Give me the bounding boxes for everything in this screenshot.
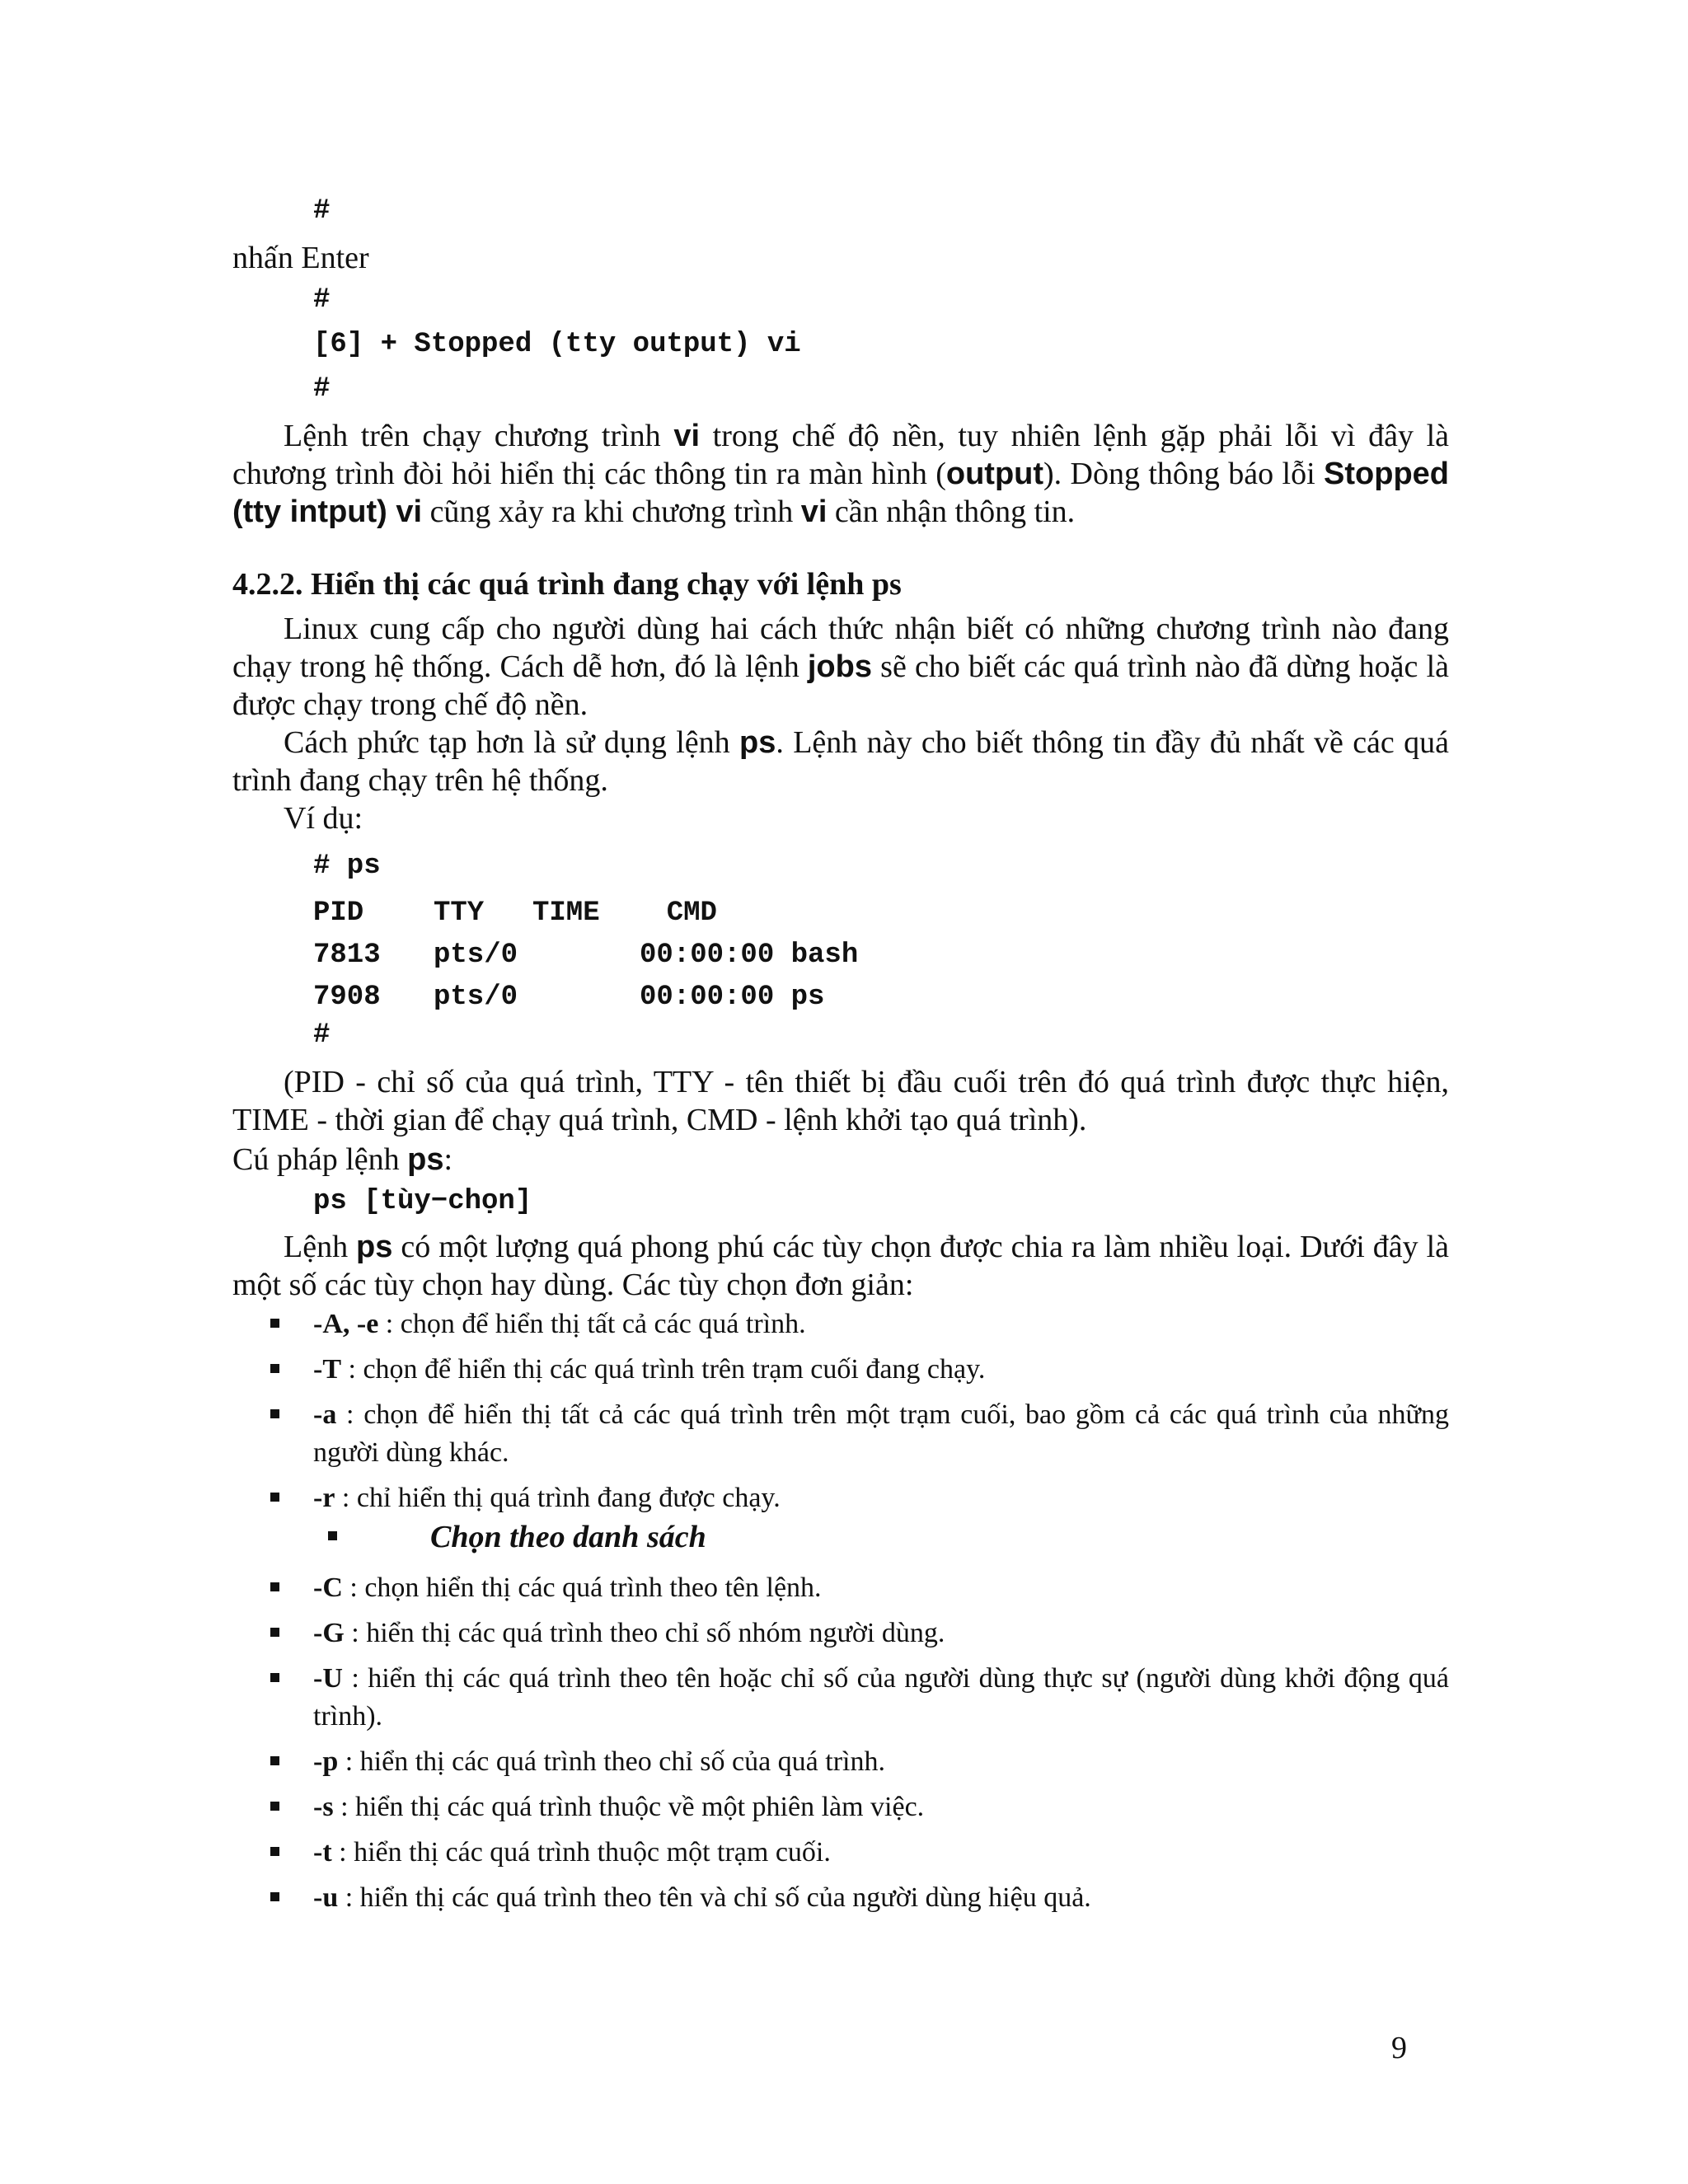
code-prompt: # <box>313 195 331 227</box>
syntax-label: Cú pháp lệnh ps: <box>232 1142 453 1177</box>
ps-cell-pid: 7813 <box>313 939 381 971</box>
ps-row <box>313 976 858 1018</box>
paragraph-linux: Linux cung cấp cho người dùng hai cách thức nhận biết có những chương trình nào đang chạy trong hệ thống. Cách dễ hơn, đó là lệnh jobs sẽ cho biết các quá trình nào đã dừng hoặc là được chạy trong chế độ nền. <box>232 612 1449 722</box>
list-subheading: Chọn theo danh sách <box>430 1520 706 1554</box>
ps-cell-pid: 7908 <box>313 981 381 1013</box>
paragraph-vi-explanation: Lệnh trên chạy chương trình vi trong chế độ nền, tuy nhiên lệnh gặp phải lỗi vì đây là chương trình đòi hỏi hiển thị các thông tin ra màn hình (output). Dòng thông báo lỗi Stopped (tty intput) vi cũng xảy ra khi chương trình vi cần nhận thông tin. <box>232 419 1450 529</box>
simple-options-list <box>232 1305 1449 1525</box>
bullet-icon <box>270 1493 279 1502</box>
ps-cell-tty: pts/0 <box>434 939 518 971</box>
bullet-icon <box>270 1409 279 1418</box>
ps-row <box>313 934 858 976</box>
list-item: -u : hiển thị các quá trình theo tên và chỉ số của người dùng hiệu quả. <box>232 1879 1449 1917</box>
code-prompt: # <box>313 284 331 316</box>
ps-output-table <box>313 892 858 1018</box>
page-number: 9 <box>1391 2031 1407 2065</box>
inline-command: output <box>945 457 1044 491</box>
inline-command: jobs <box>807 649 872 684</box>
ps-header-cell: TIME <box>532 897 600 929</box>
inline-command: vi <box>800 494 828 529</box>
list-item: -p : hiển thị các quá trình theo chỉ số của quá trình. <box>232 1743 1449 1781</box>
ps-cell-time-cmd: 00:00:00 bash <box>640 939 859 971</box>
ps-cell-tty: pts/0 <box>434 981 518 1013</box>
paragraph-ps-intro: Cách phức tạp hơn là sử dụng lệnh ps. Lệnh này cho biết thông tin đầy đủ nhất về các quá trình đang chạy trên hệ thống. <box>232 725 1449 798</box>
list-item: -r : chỉ hiển thị quá trình đang được chạy. <box>232 1479 1449 1517</box>
ps-header-cell: TTY <box>434 897 485 929</box>
list-item: -t : hiển thị các quá trình thuộc một trạm cuối. <box>232 1834 1449 1872</box>
bullet-icon <box>270 1756 279 1765</box>
bullet-icon <box>270 1847 279 1856</box>
inline-command: ps <box>739 725 776 760</box>
bullet-icon <box>270 1802 279 1811</box>
list-options-list <box>232 1569 1449 1924</box>
bullet-icon <box>270 1582 279 1591</box>
code-syntax-line: ps [tùy−chọn] <box>313 1186 532 1217</box>
ps-header-cell: CMD <box>666 897 717 929</box>
bullet-icon <box>328 1531 337 1540</box>
inline-command: Stopped (tty intput) vi <box>232 457 1449 529</box>
ps-header-cell: PID <box>313 897 364 929</box>
ps-header-row <box>313 892 858 934</box>
paragraph-options-intro: Lệnh ps có một lượng quá phong phú các tùy chọn được chia ra làm nhiều loại. Dưới đây là một số các tùy chọn hay dùng. Các tùy chọn đơn giản: <box>232 1230 1450 1302</box>
bullet-icon <box>270 1673 279 1682</box>
list-item: -U : hiển thị các quá trình theo tên hoặc chỉ số của người dùng thực sự (người dùng khởi động quá trình). <box>232 1660 1449 1736</box>
ps-cell-time-cmd: 00:00:00 ps <box>640 981 825 1013</box>
example-label: Ví dụ: <box>284 801 363 836</box>
bullet-icon <box>270 1892 279 1901</box>
bullet-icon <box>270 1364 279 1373</box>
bullet-icon <box>270 1628 279 1637</box>
code-stopped-line: [6] + Stopped (tty output) vi <box>313 329 801 360</box>
list-item: -C : chọn hiển thị các quá trình theo tên lệnh. <box>232 1569 1449 1607</box>
press-enter-text: nhấn Enter <box>232 241 369 275</box>
list-item: -s : hiển thị các quá trình thuộc về một phiên làm việc. <box>232 1788 1449 1826</box>
list-item: -A, -e : chọn để hiển thị tất cả các quá trình. <box>232 1305 1449 1343</box>
bullet-icon <box>270 1319 279 1328</box>
list-item: -a : chọn để hiển thị tất cả các quá trình trên một trạm cuối, bao gồm cả các quá trình của những người dùng khác. <box>232 1396 1449 1472</box>
code-prompt: # <box>313 373 331 405</box>
list-item: -T : chọn để hiển thị các quá trình trên trạm cuối đang chạy. <box>232 1351 1449 1389</box>
code-ps-command: # ps <box>313 851 381 882</box>
paragraph-ps-columns: (PID - chỉ số của quá trình, TTY - tên thiết bị đầu cuối trên đó quá trình được thực hiện, TIME - thời gian để chạy quá trình, CMD - lệnh khởi tạo quá trình). <box>232 1065 1449 1137</box>
inline-command: ps <box>407 1142 444 1177</box>
section-heading: 4.2.2. Hiển thị các quá trình đang chạy với lệnh ps <box>232 567 902 602</box>
code-prompt: # <box>313 1019 331 1051</box>
list-item: -G : hiển thị các quá trình theo chỉ số nhóm người dùng. <box>232 1615 1449 1652</box>
inline-command: vi <box>673 419 701 453</box>
inline-command: ps <box>356 1230 393 1264</box>
